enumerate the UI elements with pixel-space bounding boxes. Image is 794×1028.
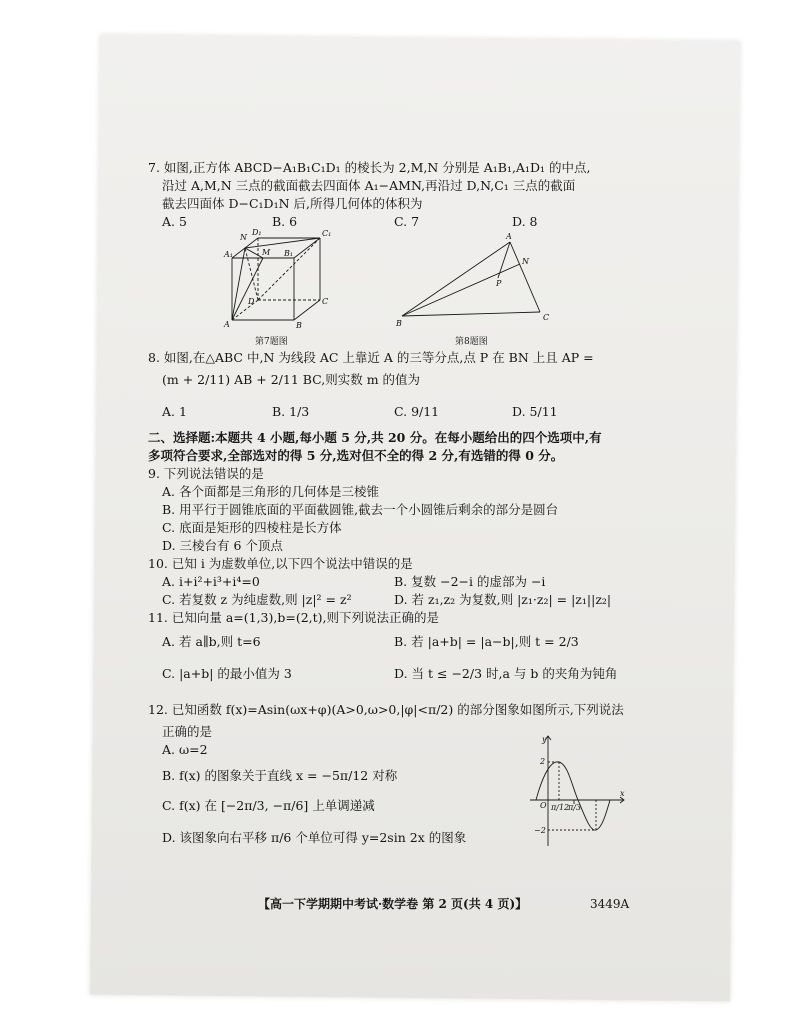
q12-option-a: A. ω=2 <box>162 742 208 757</box>
fig7-label-c1: C₁ <box>322 229 332 238</box>
q10-option-d: D. 若 z₁,z₂ 为复数,则 |z₁·z₂| = |z₁||z₂| <box>394 592 612 607</box>
fig8-triangle-diagram <box>398 232 558 328</box>
q11-option-a: A. 若 a∥b,则 t=6 <box>162 634 261 649</box>
q12-graph-y-label: y <box>542 735 547 744</box>
q7-option-c: C. 7 <box>394 214 420 229</box>
footer-code: 3449A <box>590 897 630 911</box>
fig7-label-a1: A₁ <box>224 250 233 259</box>
q12-option-d: D. 该图象向右平移 π/6 个单位可得 y=2sin 2x 的图象 <box>162 830 467 845</box>
q9-option-a: A. 各个面都是三角形的几何体是三棱锥 <box>162 484 379 499</box>
q7-option-a: A. 5 <box>162 214 187 229</box>
fig8-label-p: P <box>496 279 502 288</box>
q12-line2: 正确的是 <box>162 724 213 739</box>
fig8-label-n: N <box>522 257 529 266</box>
q11-stem: 11. 已知向量 a=(1,3),b=(2,t),则下列说法正确的是 <box>148 610 440 625</box>
q12-line1: 12. 已知函数 f(x)=Asin(ωx+φ)(A>0,ω>0,|φ|<π/2) 的部分图象如图所示,下列说法 <box>148 702 624 717</box>
q7-line1: 7. 如图,正方体 ABCD−A₁B₁C₁D₁ 的棱长为 2,M,N 分别是 A₁B₁,A₁D₁ 的中点, <box>148 160 591 175</box>
fig7-caption: 第7题图 <box>255 337 288 347</box>
q9-stem: 9. 下列说法错误的是 <box>148 466 264 481</box>
q7-option-b: B. 6 <box>272 214 298 229</box>
q12-option-b: B. f(x) 的图象关于直线 x = −5π/12 对称 <box>162 768 398 783</box>
fig8-caption: 第8题图 <box>455 337 488 347</box>
section2-line1: 二、选择题:本题共 4 小题,每小题 5 分,共 20 分。在每小题给出的四个选项中,有 <box>148 430 602 445</box>
q10-option-b: B. 复数 −2−i 的虚部为 −i <box>394 574 546 589</box>
q7-option-d: D. 8 <box>512 214 538 229</box>
q8-option-c: C. 9/11 <box>394 404 440 419</box>
fig7-label-a: A <box>224 320 230 329</box>
q10-stem: 10. 已知 i 为虚数单位,以下四个说法中错误的是 <box>148 556 413 571</box>
fig7-label-b1: B₁ <box>284 249 294 258</box>
footer-title: 【高一下学期期中考试·数学卷 第 2 页(共 4 页)】 <box>258 897 528 911</box>
q12-graph-tick-2: 2 <box>540 757 546 766</box>
q9-option-c: C. 底面是矩形的四棱柱是长方体 <box>162 520 342 535</box>
q10-option-c: C. 若复数 z 为纯虚数,则 |z|² = z² <box>162 592 352 607</box>
q12-graph-tick-pi12: π/12 <box>551 803 570 812</box>
q9-option-b: B. 用平行于圆锥底面的平面截圆锥,截去一个小圆锥后剩余的部分是圆台 <box>162 502 559 517</box>
q12-option-c: C. f(x) 在 [−2π/3, −π/6] 上单调递减 <box>162 798 375 813</box>
fig8-label-a: A <box>506 232 512 241</box>
q12-graph-tick-neg2: −2 <box>534 826 546 835</box>
q12-graph-tick-pi3: π/3 <box>568 803 582 812</box>
q10-option-a: A. i+i²+i³+i⁴=0 <box>162 574 260 589</box>
q8-option-d: D. 5/11 <box>512 404 558 419</box>
fig7-label-c: C <box>322 297 329 306</box>
fig7-label-n: N <box>240 233 247 242</box>
fig8-label-c: C <box>543 313 550 322</box>
q11-option-c: C. |a+b| 的最小值为 3 <box>162 666 292 681</box>
q11-option-d: D. 当 t ≤ −2/3 时,a 与 b 的夹角为钝角 <box>394 666 618 681</box>
q8-line1: 8. 如图,在△ABC 中,N 为线段 AC 上靠近 A 的三等分点,点 P 在 BN 上且 AP = <box>148 350 594 365</box>
q9-option-d: D. 三棱台有 6 个顶点 <box>162 538 283 553</box>
fig7-label-d: D <box>248 297 255 306</box>
q8-option-a: A. 1 <box>162 404 187 419</box>
q8-option-b: B. 1/3 <box>272 404 310 419</box>
q11-option-b: B. 若 |a+b| = |a−b|,则 t = 2/3 <box>394 634 579 649</box>
fig7-label-m: M <box>262 248 271 257</box>
fig8-label-b: B <box>396 319 402 328</box>
q7-line2: 沿过 A,M,N 三点的截面截去四面体 A₁−AMN,再沿过 D,N,C₁ 三点的截面 <box>162 178 576 193</box>
fig7-label-d1: D₁ <box>252 228 262 237</box>
q7-line3: 截去四面体 D−C₁D₁N 后,所得几何体的体积为 <box>162 196 423 211</box>
q12-graph-origin: O <box>540 801 547 810</box>
q12-sine-graph <box>528 734 628 850</box>
fig7-cube-diagram <box>222 228 342 332</box>
q12-graph-x-label: x <box>620 789 625 798</box>
fig7-label-b: B <box>296 321 302 330</box>
section2-line2: 多项符合要求,全部选对的得 5 分,选对但不全的得 2 分,有选错的得 0 分。 <box>148 448 564 463</box>
q8-line2: (m + 2/11) AB + 2/11 BC,则实数 m 的值为 <box>162 372 421 387</box>
